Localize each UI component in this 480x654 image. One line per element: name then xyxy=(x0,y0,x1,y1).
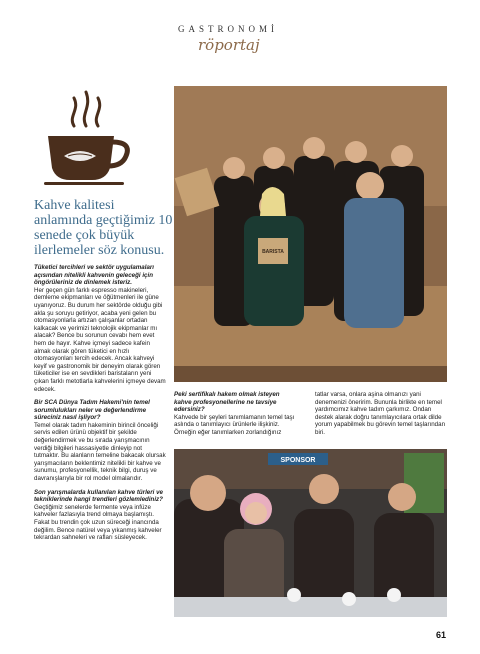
sponsor-banner: SPONSOR xyxy=(280,457,316,464)
answer-1: Her geçen gün farklı espresso makineleri, demleme ekipmanları ve öğütmenleri ile güne uyanıyoruz. Bu durum her sektörde olduğu gibi akla şu soruyu getiriyor, acaba yeni gelen bu otomasyonlarla artızan çalışanlar ortadan kalkacak ve yerimizi teknolojik ekipmanlar mı alacak? Bence bu sorunun cevabı hem evet hem de hayır. Kahve içmeyi sadece kafein almak olarak gören tüketici en hızlı otomasyonları tercih edecek. Ancak kahveyi keyif ve gastronomik bir deneyim olarak gören tüketiciler ise en sevdikleri baristaların yeni çıkan farklı metotlarla kahvelerini içmeye devam edecek. xyxy=(34,286,166,393)
section-title: röportaj xyxy=(198,36,260,54)
page-number: 61 xyxy=(435,630,446,640)
competition-photo xyxy=(174,449,447,617)
article-column-3 xyxy=(315,391,447,437)
pull-quote: Kahve kalitesi anlamında geçtiğimiz 10 senede çok büyük ilerlemeler söz konusu. xyxy=(34,198,173,258)
question-4: Peki sertifikalı hakem olmak isteyen kahve profesyonellerine ne tavsiye edersiniz? xyxy=(174,391,280,414)
answer-3: Geçtiğimiz senelerde fermente veya infüze kahveler fazlasıyla trend olmaya başlamıştı. Fakat bu trendin çok uzun süreceği inancında değilim. Bence natürel veya yıkanmış kahveler tekrardan sahneleri ve rafları süsleyecek. xyxy=(34,503,162,542)
section-header xyxy=(0,24,480,54)
article-column-1 xyxy=(34,264,166,542)
question-2: Bir SCA Dünya Tadım Hakemi'nin temel sorumlulukları neler ve değerlendirme süreciniz nasıl işliyor? xyxy=(34,399,150,422)
coffee-cup-icon xyxy=(40,86,136,188)
barista-sign: BARISTA xyxy=(262,249,284,255)
article-column-2 xyxy=(174,391,297,437)
question-1: Tüketici tercihleri ve sektör uygulamaları açısından nitelikli kahvenin geleceği için öngörüleriniz de dinlemek isteriz. xyxy=(34,264,155,287)
answer-4: Kahvede bir şeyleri tanımlamanın temel taşı aslında o tanımlayıcı ürünlerle ilişkiniz. Örneğin eğer tanımlarken zorlandığınız xyxy=(174,413,295,436)
answer-4-continued: tatlar varsa, onlara aşina olmanızı yani denemenizi öneririm. Bununla birlikte en temel yardımcımız kahve tadım çarkımız. Ondan destek alarak doğru tanımlayıcılara ortak dilde yorum yapabilmek bu görevin temel taşlarından biri. xyxy=(315,391,446,436)
section-kicker: GASTRONOMİ xyxy=(178,24,279,34)
team-group-photo xyxy=(174,86,447,382)
question-3: Son yarışmalarda kullanılan kahve türleri ve tekniklerinde hangi trendleri gözlemlediniz? xyxy=(34,488,163,504)
answer-2: Temel olarak tadım hakeminin birincil önceliği servis edilen ürünü objektif bir şekilde değerlendirmek ve bu sırada yarışmacının verdiği bilgileri hassasiyetle dinleyip not tutmaktır. Bu alanların temeline bakacak olursak yarışmacıların beklentimiz nitelikli bir kahve ve sunumu, profesyonellik, teknik bilgi, duruş ve davranışlarıyla bir rol model olmalarıdır. xyxy=(34,421,166,483)
